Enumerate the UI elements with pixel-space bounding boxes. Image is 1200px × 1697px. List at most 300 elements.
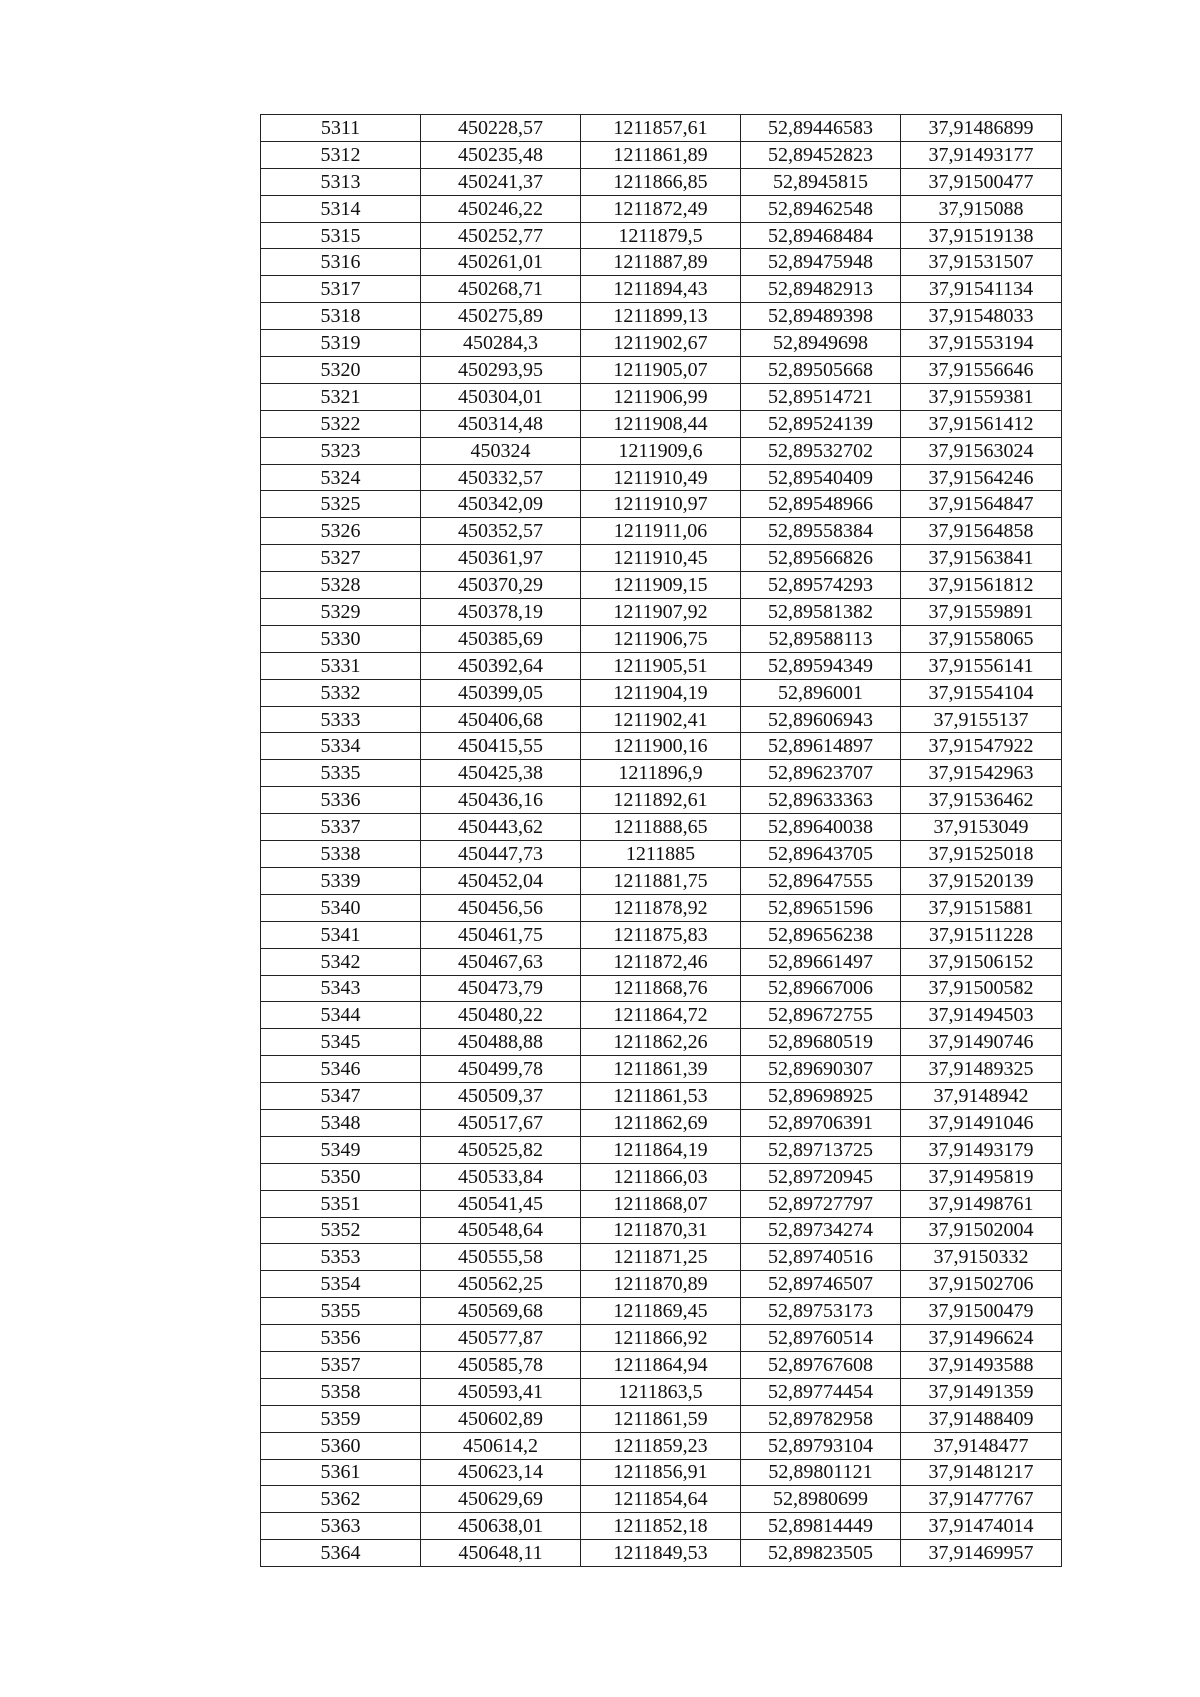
table-row — [261, 168, 1062, 195]
longitude-cell: 37,91493179 — [901, 1136, 1062, 1163]
point-number-cell: 5326 — [261, 518, 421, 545]
x-coordinate-cell: 450555,58 — [421, 1244, 581, 1271]
y-coordinate-cell: 1211879,5 — [581, 222, 741, 249]
longitude-cell: 37,91496624 — [901, 1325, 1062, 1352]
y-coordinate-cell: 1211909,15 — [581, 572, 741, 599]
y-coordinate-cell: 1211872,49 — [581, 195, 741, 222]
y-coordinate-cell: 1211906,75 — [581, 625, 741, 652]
table-row — [261, 1486, 1062, 1513]
longitude-cell: 37,91564847 — [901, 491, 1062, 518]
x-coordinate-cell: 450629,69 — [421, 1486, 581, 1513]
latitude-cell: 52,89760514 — [741, 1325, 901, 1352]
latitude-cell: 52,89740516 — [741, 1244, 901, 1271]
table-row — [261, 894, 1062, 921]
x-coordinate-cell: 450235,48 — [421, 141, 581, 168]
table-row — [261, 814, 1062, 841]
latitude-cell: 52,89514721 — [741, 383, 901, 410]
point-number-cell: 5314 — [261, 195, 421, 222]
y-coordinate-cell: 1211866,03 — [581, 1163, 741, 1190]
longitude-cell: 37,91477767 — [901, 1486, 1062, 1513]
table-row — [261, 195, 1062, 222]
y-coordinate-cell: 1211908,44 — [581, 410, 741, 437]
x-coordinate-cell: 450228,57 — [421, 115, 581, 142]
x-coordinate-cell: 450447,73 — [421, 841, 581, 868]
table-row — [261, 115, 1062, 142]
point-number-cell: 5345 — [261, 1029, 421, 1056]
longitude-cell: 37,91502004 — [901, 1217, 1062, 1244]
latitude-cell: 52,89468484 — [741, 222, 901, 249]
table-row — [261, 572, 1062, 599]
y-coordinate-cell: 1211905,07 — [581, 357, 741, 384]
x-coordinate-cell: 450488,88 — [421, 1029, 581, 1056]
latitude-cell: 52,89727797 — [741, 1190, 901, 1217]
point-number-cell: 5338 — [261, 841, 421, 868]
table-row — [261, 1325, 1062, 1352]
table-row — [261, 1378, 1062, 1405]
latitude-cell: 52,89574293 — [741, 572, 901, 599]
latitude-cell: 52,89823505 — [741, 1540, 901, 1567]
longitude-cell: 37,91493588 — [901, 1351, 1062, 1378]
y-coordinate-cell: 1211868,76 — [581, 975, 741, 1002]
point-number-cell: 5337 — [261, 814, 421, 841]
longitude-cell: 37,91556141 — [901, 652, 1062, 679]
latitude-cell: 52,89558384 — [741, 518, 901, 545]
table-row — [261, 733, 1062, 760]
longitude-cell: 37,91564246 — [901, 464, 1062, 491]
point-number-cell: 5358 — [261, 1378, 421, 1405]
latitude-cell: 52,89446583 — [741, 115, 901, 142]
x-coordinate-cell: 450541,45 — [421, 1190, 581, 1217]
table-row — [261, 303, 1062, 330]
point-number-cell: 5360 — [261, 1432, 421, 1459]
point-number-cell: 5316 — [261, 249, 421, 276]
longitude-cell: 37,91493177 — [901, 141, 1062, 168]
y-coordinate-cell: 1211849,53 — [581, 1540, 741, 1567]
y-coordinate-cell: 1211862,26 — [581, 1029, 741, 1056]
latitude-cell: 52,89706391 — [741, 1109, 901, 1136]
y-coordinate-cell: 1211852,18 — [581, 1513, 741, 1540]
latitude-cell: 52,89614897 — [741, 733, 901, 760]
point-number-cell: 5320 — [261, 357, 421, 384]
y-coordinate-cell: 1211854,64 — [581, 1486, 741, 1513]
point-number-cell: 5327 — [261, 545, 421, 572]
x-coordinate-cell: 450399,05 — [421, 679, 581, 706]
y-coordinate-cell: 1211863,5 — [581, 1378, 741, 1405]
latitude-cell: 52,89746507 — [741, 1271, 901, 1298]
point-number-cell: 5354 — [261, 1271, 421, 1298]
longitude-cell: 37,91561412 — [901, 410, 1062, 437]
point-number-cell: 5364 — [261, 1540, 421, 1567]
table-row — [261, 1163, 1062, 1190]
y-coordinate-cell: 1211892,61 — [581, 787, 741, 814]
table-row — [261, 357, 1062, 384]
x-coordinate-cell: 450275,89 — [421, 303, 581, 330]
table-row — [261, 437, 1062, 464]
point-number-cell: 5356 — [261, 1325, 421, 1352]
table-row — [261, 841, 1062, 868]
y-coordinate-cell: 1211910,49 — [581, 464, 741, 491]
longitude-cell: 37,91490746 — [901, 1029, 1062, 1056]
table-row — [261, 1083, 1062, 1110]
longitude-cell: 37,9148477 — [901, 1432, 1062, 1459]
x-coordinate-cell: 450324 — [421, 437, 581, 464]
latitude-cell: 52,89623707 — [741, 760, 901, 787]
point-number-cell: 5352 — [261, 1217, 421, 1244]
y-coordinate-cell: 1211862,69 — [581, 1109, 741, 1136]
longitude-cell: 37,91500582 — [901, 975, 1062, 1002]
longitude-cell: 37,91556646 — [901, 357, 1062, 384]
point-number-cell: 5330 — [261, 625, 421, 652]
point-number-cell: 5339 — [261, 867, 421, 894]
point-number-cell: 5312 — [261, 141, 421, 168]
table-row — [261, 1405, 1062, 1432]
latitude-cell: 52,89793104 — [741, 1432, 901, 1459]
x-coordinate-cell: 450392,64 — [421, 652, 581, 679]
longitude-cell: 37,91489325 — [901, 1056, 1062, 1083]
latitude-cell: 52,89680519 — [741, 1029, 901, 1056]
point-number-cell: 5329 — [261, 599, 421, 626]
latitude-cell: 52,89640038 — [741, 814, 901, 841]
point-number-cell: 5334 — [261, 733, 421, 760]
latitude-cell: 52,8949698 — [741, 330, 901, 357]
table-row — [261, 625, 1062, 652]
latitude-cell: 52,89647555 — [741, 867, 901, 894]
table-row — [261, 1244, 1062, 1271]
latitude-cell: 52,89606943 — [741, 706, 901, 733]
latitude-cell: 52,89801121 — [741, 1459, 901, 1486]
y-coordinate-cell: 1211888,65 — [581, 814, 741, 841]
table-row — [261, 276, 1062, 303]
longitude-cell: 37,91547922 — [901, 733, 1062, 760]
latitude-cell: 52,89814449 — [741, 1513, 901, 1540]
longitude-cell: 37,91536462 — [901, 787, 1062, 814]
point-number-cell: 5346 — [261, 1056, 421, 1083]
latitude-cell: 52,89548966 — [741, 491, 901, 518]
latitude-cell: 52,89505668 — [741, 357, 901, 384]
x-coordinate-cell: 450623,14 — [421, 1459, 581, 1486]
table-row — [261, 1217, 1062, 1244]
x-coordinate-cell: 450378,19 — [421, 599, 581, 626]
table-row — [261, 545, 1062, 572]
table-row — [261, 410, 1062, 437]
table-row — [261, 867, 1062, 894]
latitude-cell: 52,89690307 — [741, 1056, 901, 1083]
point-number-cell: 5351 — [261, 1190, 421, 1217]
latitude-cell: 52,89452823 — [741, 141, 901, 168]
table-row — [261, 1190, 1062, 1217]
x-coordinate-cell: 450370,29 — [421, 572, 581, 599]
longitude-cell: 37,91486899 — [901, 115, 1062, 142]
latitude-cell: 52,89767608 — [741, 1351, 901, 1378]
table-row — [261, 1029, 1062, 1056]
latitude-cell: 52,89524139 — [741, 410, 901, 437]
longitude-cell: 37,91491046 — [901, 1109, 1062, 1136]
x-coordinate-cell: 450577,87 — [421, 1325, 581, 1352]
latitude-cell: 52,89532702 — [741, 437, 901, 464]
point-number-cell: 5363 — [261, 1513, 421, 1540]
table-row — [261, 1432, 1062, 1459]
point-number-cell: 5335 — [261, 760, 421, 787]
latitude-cell: 52,89656238 — [741, 921, 901, 948]
table-row — [261, 975, 1062, 1002]
point-number-cell: 5357 — [261, 1351, 421, 1378]
longitude-cell: 37,91559381 — [901, 383, 1062, 410]
latitude-cell: 52,89594349 — [741, 652, 901, 679]
longitude-cell: 37,9153049 — [901, 814, 1062, 841]
y-coordinate-cell: 1211864,19 — [581, 1136, 741, 1163]
point-number-cell: 5333 — [261, 706, 421, 733]
point-number-cell: 5340 — [261, 894, 421, 921]
x-coordinate-cell: 450436,16 — [421, 787, 581, 814]
x-coordinate-cell: 450425,38 — [421, 760, 581, 787]
longitude-cell: 37,9150332 — [901, 1244, 1062, 1271]
latitude-cell: 52,89643705 — [741, 841, 901, 868]
point-number-cell: 5347 — [261, 1083, 421, 1110]
y-coordinate-cell: 1211902,41 — [581, 706, 741, 733]
x-coordinate-cell: 450638,01 — [421, 1513, 581, 1540]
longitude-cell: 37,91563024 — [901, 437, 1062, 464]
x-coordinate-cell: 450406,68 — [421, 706, 581, 733]
point-number-cell: 5318 — [261, 303, 421, 330]
y-coordinate-cell: 1211861,59 — [581, 1405, 741, 1432]
latitude-cell: 52,89713725 — [741, 1136, 901, 1163]
x-coordinate-cell: 450461,75 — [421, 921, 581, 948]
point-number-cell: 5321 — [261, 383, 421, 410]
y-coordinate-cell: 1211868,07 — [581, 1190, 741, 1217]
y-coordinate-cell: 1211872,46 — [581, 948, 741, 975]
y-coordinate-cell: 1211906,99 — [581, 383, 741, 410]
y-coordinate-cell: 1211907,92 — [581, 599, 741, 626]
table-row — [261, 222, 1062, 249]
x-coordinate-cell: 450480,22 — [421, 1002, 581, 1029]
table-row — [261, 652, 1062, 679]
table-row — [261, 383, 1062, 410]
y-coordinate-cell: 1211909,6 — [581, 437, 741, 464]
latitude-cell: 52,89489398 — [741, 303, 901, 330]
longitude-cell: 37,9148942 — [901, 1083, 1062, 1110]
table-row — [261, 679, 1062, 706]
y-coordinate-cell: 1211902,67 — [581, 330, 741, 357]
point-number-cell: 5349 — [261, 1136, 421, 1163]
longitude-cell: 37,91553194 — [901, 330, 1062, 357]
latitude-cell: 52,89588113 — [741, 625, 901, 652]
x-coordinate-cell: 450648,11 — [421, 1540, 581, 1567]
coordinates-table-body — [261, 115, 1062, 1567]
y-coordinate-cell: 1211910,97 — [581, 491, 741, 518]
x-coordinate-cell: 450585,78 — [421, 1351, 581, 1378]
table-row — [261, 599, 1062, 626]
y-coordinate-cell: 1211871,25 — [581, 1244, 741, 1271]
y-coordinate-cell: 1211911,06 — [581, 518, 741, 545]
x-coordinate-cell: 450569,68 — [421, 1298, 581, 1325]
x-coordinate-cell: 450314,48 — [421, 410, 581, 437]
y-coordinate-cell: 1211904,19 — [581, 679, 741, 706]
x-coordinate-cell: 450293,95 — [421, 357, 581, 384]
x-coordinate-cell: 450415,55 — [421, 733, 581, 760]
x-coordinate-cell: 450499,78 — [421, 1056, 581, 1083]
latitude-cell: 52,89581382 — [741, 599, 901, 626]
point-number-cell: 5311 — [261, 115, 421, 142]
point-number-cell: 5328 — [261, 572, 421, 599]
longitude-cell: 37,91564858 — [901, 518, 1062, 545]
point-number-cell: 5313 — [261, 168, 421, 195]
latitude-cell: 52,89462548 — [741, 195, 901, 222]
x-coordinate-cell: 450533,84 — [421, 1163, 581, 1190]
x-coordinate-cell: 450268,71 — [421, 276, 581, 303]
x-coordinate-cell: 450602,89 — [421, 1405, 581, 1432]
y-coordinate-cell: 1211857,61 — [581, 115, 741, 142]
longitude-cell: 37,91541134 — [901, 276, 1062, 303]
longitude-cell: 37,91542963 — [901, 760, 1062, 787]
table-row — [261, 464, 1062, 491]
table-row — [261, 491, 1062, 518]
latitude-cell: 52,89782958 — [741, 1405, 901, 1432]
table-row — [261, 948, 1062, 975]
x-coordinate-cell: 450252,77 — [421, 222, 581, 249]
point-number-cell: 5322 — [261, 410, 421, 437]
x-coordinate-cell: 450525,82 — [421, 1136, 581, 1163]
y-coordinate-cell: 1211894,43 — [581, 276, 741, 303]
point-number-cell: 5317 — [261, 276, 421, 303]
latitude-cell: 52,8980699 — [741, 1486, 901, 1513]
y-coordinate-cell: 1211859,23 — [581, 1432, 741, 1459]
latitude-cell: 52,896001 — [741, 679, 901, 706]
longitude-cell: 37,91495819 — [901, 1163, 1062, 1190]
table-row — [261, 706, 1062, 733]
longitude-cell: 37,91520139 — [901, 867, 1062, 894]
point-number-cell: 5353 — [261, 1244, 421, 1271]
longitude-cell: 37,915088 — [901, 195, 1062, 222]
table-row — [261, 141, 1062, 168]
latitude-cell: 52,89774454 — [741, 1378, 901, 1405]
longitude-cell: 37,91481217 — [901, 1459, 1062, 1486]
point-number-cell: 5348 — [261, 1109, 421, 1136]
longitude-cell: 37,91474014 — [901, 1513, 1062, 1540]
table-row — [261, 1002, 1062, 1029]
x-coordinate-cell: 450332,57 — [421, 464, 581, 491]
y-coordinate-cell: 1211864,94 — [581, 1351, 741, 1378]
point-number-cell: 5362 — [261, 1486, 421, 1513]
x-coordinate-cell: 450562,25 — [421, 1271, 581, 1298]
longitude-cell: 37,91506152 — [901, 948, 1062, 975]
longitude-cell: 37,91491359 — [901, 1378, 1062, 1405]
y-coordinate-cell: 1211896,9 — [581, 760, 741, 787]
x-coordinate-cell: 450452,04 — [421, 867, 581, 894]
table-row — [261, 1351, 1062, 1378]
latitude-cell: 52,89482913 — [741, 276, 901, 303]
point-number-cell: 5355 — [261, 1298, 421, 1325]
latitude-cell: 52,89667006 — [741, 975, 901, 1002]
y-coordinate-cell: 1211861,53 — [581, 1083, 741, 1110]
point-number-cell: 5344 — [261, 1002, 421, 1029]
table-row — [261, 1459, 1062, 1486]
longitude-cell: 37,91561812 — [901, 572, 1062, 599]
point-number-cell: 5324 — [261, 464, 421, 491]
y-coordinate-cell: 1211869,45 — [581, 1298, 741, 1325]
latitude-cell: 52,8945815 — [741, 168, 901, 195]
x-coordinate-cell: 450548,64 — [421, 1217, 581, 1244]
longitude-cell: 37,91559891 — [901, 599, 1062, 626]
longitude-cell: 37,91563841 — [901, 545, 1062, 572]
longitude-cell: 37,91469957 — [901, 1540, 1062, 1567]
longitude-cell: 37,91519138 — [901, 222, 1062, 249]
table-row — [261, 1513, 1062, 1540]
x-coordinate-cell: 450241,37 — [421, 168, 581, 195]
table-row — [261, 1540, 1062, 1567]
table-row — [261, 1056, 1062, 1083]
latitude-cell: 52,89672755 — [741, 1002, 901, 1029]
point-number-cell: 5361 — [261, 1459, 421, 1486]
longitude-cell: 37,91548033 — [901, 303, 1062, 330]
point-number-cell: 5343 — [261, 975, 421, 1002]
point-number-cell: 5341 — [261, 921, 421, 948]
x-coordinate-cell: 450385,69 — [421, 625, 581, 652]
x-coordinate-cell: 450361,97 — [421, 545, 581, 572]
point-number-cell: 5359 — [261, 1405, 421, 1432]
point-number-cell: 5315 — [261, 222, 421, 249]
y-coordinate-cell: 1211856,91 — [581, 1459, 741, 1486]
latitude-cell: 52,89633363 — [741, 787, 901, 814]
table-row — [261, 330, 1062, 357]
latitude-cell: 52,89475948 — [741, 249, 901, 276]
longitude-cell: 37,91500479 — [901, 1298, 1062, 1325]
table-row — [261, 1298, 1062, 1325]
coordinates-table — [260, 114, 1062, 1567]
longitude-cell: 37,91502706 — [901, 1271, 1062, 1298]
y-coordinate-cell: 1211864,72 — [581, 1002, 741, 1029]
longitude-cell: 37,91531507 — [901, 249, 1062, 276]
point-number-cell: 5342 — [261, 948, 421, 975]
y-coordinate-cell: 1211861,89 — [581, 141, 741, 168]
x-coordinate-cell: 450304,01 — [421, 383, 581, 410]
longitude-cell: 37,91500477 — [901, 168, 1062, 195]
longitude-cell: 37,91558065 — [901, 625, 1062, 652]
y-coordinate-cell: 1211875,83 — [581, 921, 741, 948]
x-coordinate-cell: 450246,22 — [421, 195, 581, 222]
table-row — [261, 518, 1062, 545]
x-coordinate-cell: 450342,09 — [421, 491, 581, 518]
table-row — [261, 1109, 1062, 1136]
y-coordinate-cell: 1211870,89 — [581, 1271, 741, 1298]
table-row — [261, 921, 1062, 948]
latitude-cell: 52,89651596 — [741, 894, 901, 921]
y-coordinate-cell: 1211866,92 — [581, 1325, 741, 1352]
longitude-cell: 37,91488409 — [901, 1405, 1062, 1432]
point-number-cell: 5319 — [261, 330, 421, 357]
longitude-cell: 37,91498761 — [901, 1190, 1062, 1217]
y-coordinate-cell: 1211887,89 — [581, 249, 741, 276]
latitude-cell: 52,89540409 — [741, 464, 901, 491]
point-number-cell: 5350 — [261, 1163, 421, 1190]
y-coordinate-cell: 1211910,45 — [581, 545, 741, 572]
table-row — [261, 1136, 1062, 1163]
point-number-cell: 5332 — [261, 679, 421, 706]
table-row — [261, 1271, 1062, 1298]
longitude-cell: 37,91511228 — [901, 921, 1062, 948]
longitude-cell: 37,91515881 — [901, 894, 1062, 921]
table-row — [261, 787, 1062, 814]
latitude-cell: 52,89753173 — [741, 1298, 901, 1325]
x-coordinate-cell: 450614,2 — [421, 1432, 581, 1459]
longitude-cell: 37,91525018 — [901, 841, 1062, 868]
latitude-cell: 52,89661497 — [741, 948, 901, 975]
table-row — [261, 760, 1062, 787]
x-coordinate-cell: 450352,57 — [421, 518, 581, 545]
longitude-cell: 37,91554104 — [901, 679, 1062, 706]
latitude-cell: 52,89566826 — [741, 545, 901, 572]
point-number-cell: 5325 — [261, 491, 421, 518]
x-coordinate-cell: 450284,3 — [421, 330, 581, 357]
